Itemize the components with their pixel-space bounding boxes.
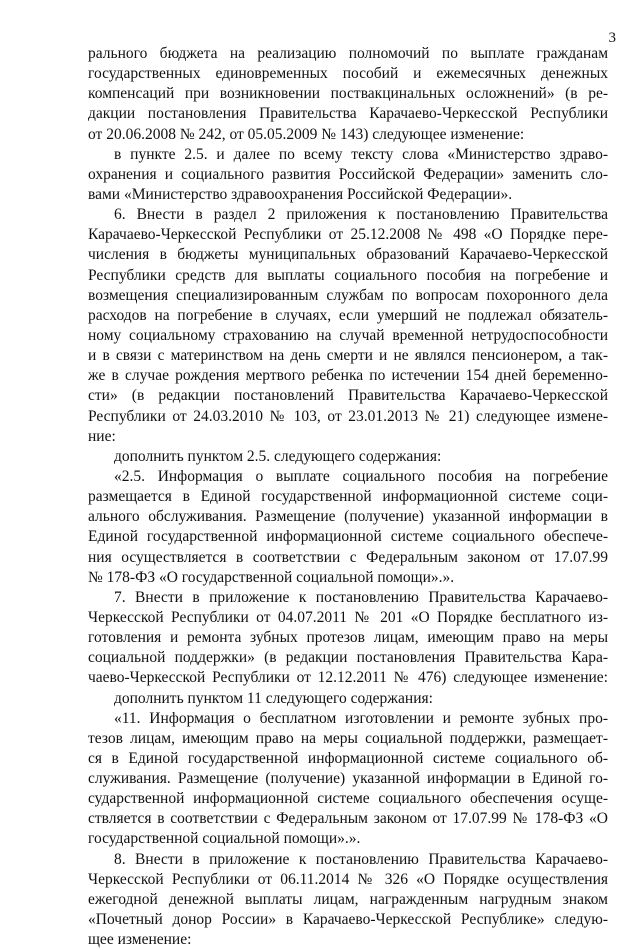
text-line: 7. Внести в приложение к постановлению Правительства Карачаево- bbox=[114, 588, 608, 606]
text-line: от 20.06.2008 № 242, от 05.05.2009 № 143) следующее изменение: bbox=[88, 125, 525, 143]
text-line: Единой государственной информационной системе социального обеспече- bbox=[88, 528, 608, 546]
text-line: тезов лицам, имеющим право на меры социальной поддержки, размещает- bbox=[88, 729, 608, 747]
text-line: сти» (в редакции постановлений Правительства Карачаево-Черкесской bbox=[88, 387, 608, 405]
text-line: Карачаево-Черкесской Республики от 25.12.2008 № 498 «О Порядке пере- bbox=[88, 226, 608, 244]
text-line: «Почетный донор России» в Карачаево-Черкесской Республике» следую- bbox=[88, 911, 608, 929]
text-line: ному социальному страхованию на случай временной нетрудоспособности bbox=[88, 326, 608, 344]
text-line: № 178-ФЗ «О государственной социальной помощи».». bbox=[88, 568, 455, 586]
text-line: возмещения специализированным службам по вопросам похоронного дела bbox=[88, 286, 608, 304]
text-line: Республики от 24.03.2010 № 103, от 23.01.2013 № 21) следующее измене- bbox=[88, 407, 608, 425]
text-line: ального обслуживания. Размещение (получение) указанной информации в bbox=[88, 508, 608, 526]
text-line: «11. Информация о бесплатном изготовлении и ремонте зубных про- bbox=[114, 709, 608, 727]
text-line: государственной социальной помощи».». bbox=[88, 830, 361, 848]
text-line: размещается в Единой государственной информационной системе соци- bbox=[88, 488, 608, 506]
document-body bbox=[88, 44, 608, 950]
text-line: ния осуществляется в соответствии с Федеральным законом от 17.07.99 bbox=[88, 548, 608, 566]
page-number: 3 bbox=[608, 30, 616, 46]
text-line: социальной поддержки» (в редакции постановления Правительства Кара- bbox=[88, 649, 608, 667]
text-line: в пункте 2.5. и далее по всему тексту слова «Министерство здраво- bbox=[114, 145, 608, 163]
text-line: расходов на погребение в случаях, если умерший не подлежал обязатель- bbox=[88, 306, 608, 324]
text-line: ежегодной денежной выплаты лицам, награжденным нагрудным знаком bbox=[88, 890, 608, 908]
text-line: готовления и ремонта зубных протезов лицам, имеющим право на меры bbox=[88, 629, 608, 647]
text-line: сударственной информационной системе социального обеспечения осуще- bbox=[88, 790, 608, 808]
text-line: чаево-Черкесской Республики от 12.12.2011 № 476) следующее изменение: bbox=[88, 669, 608, 687]
text-line: служивания. Размещение (получение) указанной информации в Единой го- bbox=[88, 770, 608, 788]
text-line: Черкесской Республики от 06.11.2014 № 326 «О Порядке осуществления bbox=[88, 870, 608, 888]
text-line: ся в Единой государственной информационной системе социального об- bbox=[88, 749, 608, 767]
text-line: 8. Внести в приложение к постановлению Правительства Карачаево- bbox=[114, 850, 608, 868]
text-line: Черкесской Республики от 04.07.2011 № 201 «О Порядке бесплатного из- bbox=[88, 608, 608, 626]
text-line: дополнить пунктом 2.5. следующего содержания: bbox=[114, 447, 442, 465]
text-line: компенсаций при возникновении поствакцинальных осложнений» (в ре- bbox=[88, 85, 608, 103]
text-line: ствляется в соответствии с Федеральным законом от 17.07.99 № 178-ФЗ «О bbox=[88, 810, 608, 828]
text-line: и в связи с материнством на день смерти и не являлся пенсионером, а так- bbox=[88, 347, 608, 365]
text-line: щее изменение: bbox=[88, 931, 192, 949]
text-line: Республики средств для выплаты социального пособия на погребение и bbox=[88, 266, 608, 284]
text-line: охранения и социального развития Российской Федерации» заменить сло- bbox=[88, 165, 608, 183]
text-line: вами «Министерство здравоохранения Российской Федерации». bbox=[88, 185, 513, 203]
text-line: дакции постановления Правительства Карачаево-Черкесской Республики bbox=[88, 105, 608, 123]
text-line: 6. Внести в раздел 2 приложения к постановлению Правительства bbox=[114, 206, 608, 224]
text-line: «2.5. Информация о выплате социального пособия на погребение bbox=[114, 467, 608, 485]
text-line: рального бюджета на реализацию полномочий по выплате гражданам bbox=[88, 45, 608, 62]
text-line: дополнить пунктом 11 следующего содержания: bbox=[114, 689, 433, 707]
text-line: же в случае рождения мертвого ребенка по истечении 154 дней беременно- bbox=[88, 367, 608, 385]
text-line: ние: bbox=[88, 427, 116, 445]
text-line: государственных единовременных пособий и ежемесячных денежных bbox=[88, 65, 608, 83]
text-line: числения в бюджеты муниципальных образований Карачаево-Черкесской bbox=[88, 246, 608, 264]
